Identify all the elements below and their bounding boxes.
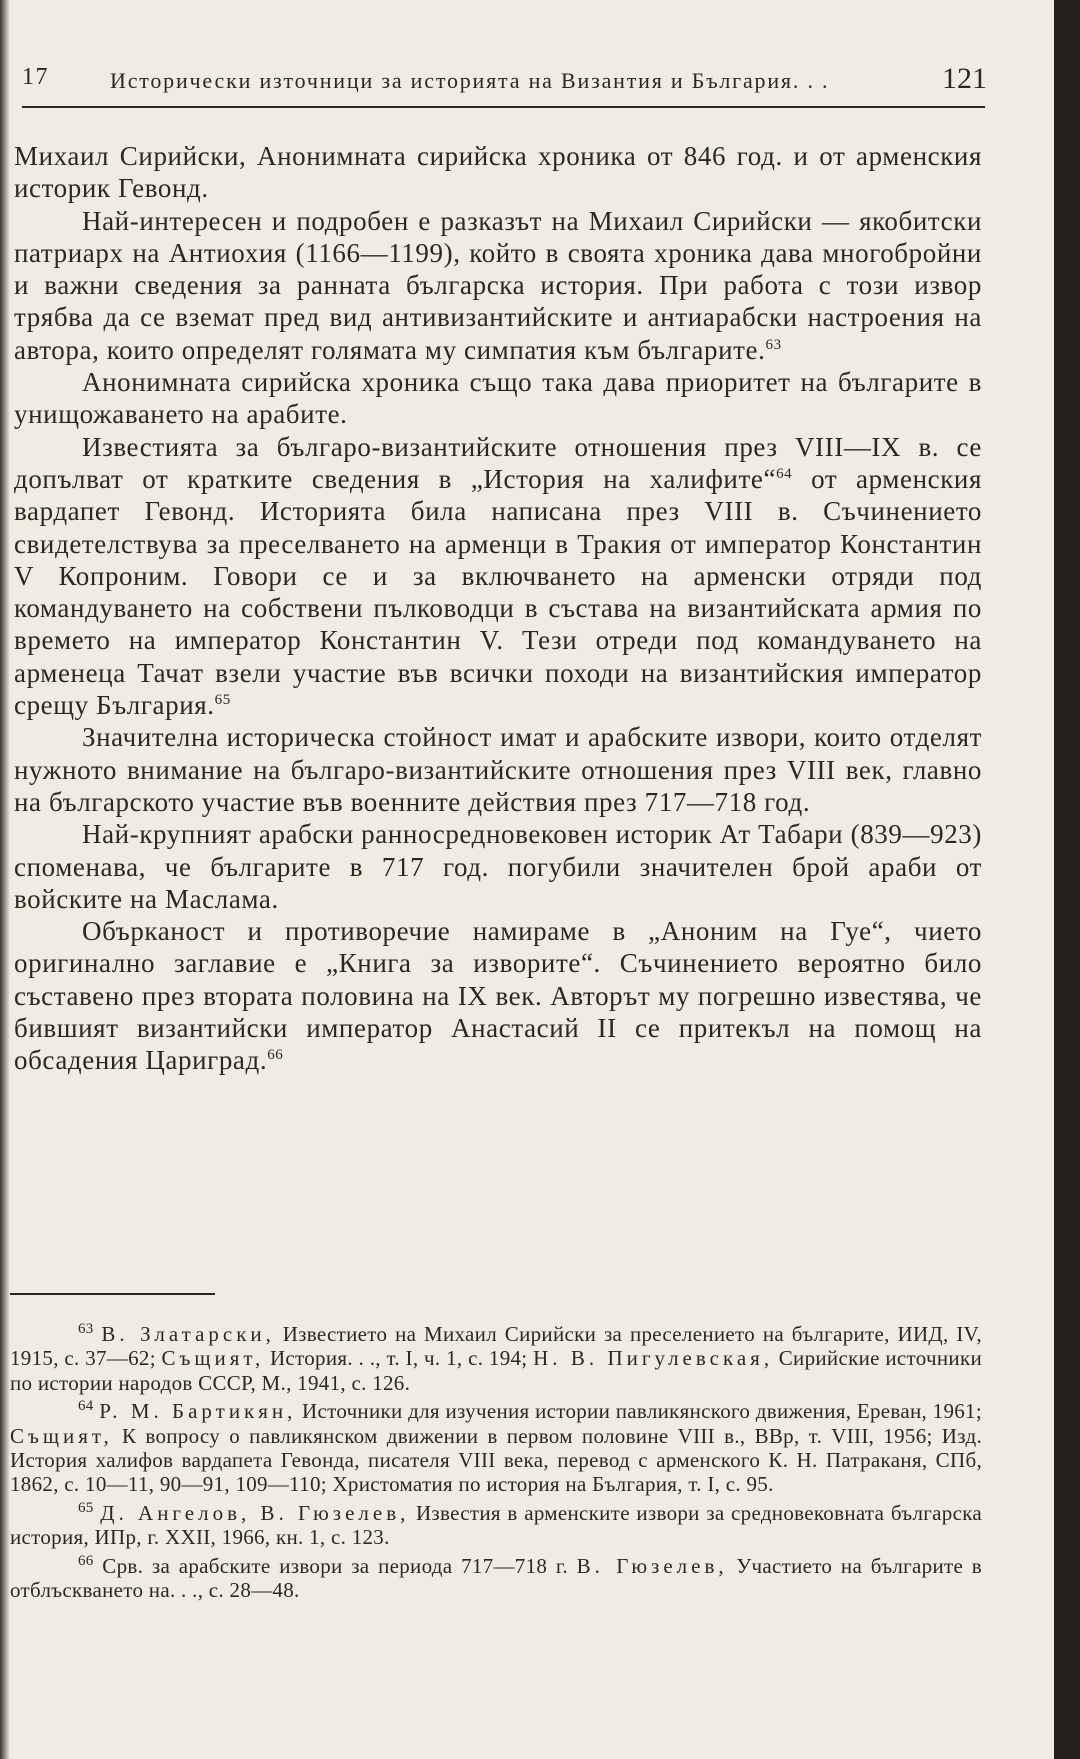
footnote-64: $^{64}$ Р. М. Бартикян, Источники для изучения истории павликянского движения, Ереван, 1961; Същият, К вопросу о павликянском движении в первом половине VIII в., ВВр, т. VIII, 1956; Изд. История халифов вардапета Гевонда, писателя VIII века, перевод с арменского К. Н. Патраканя, СПб, 1862, с. 10—11, 90—91, 109—110; Христоматия по история на България, т. I, с. 95. xyxy=(10,1398,982,1497)
footnote-separator xyxy=(10,1293,215,1295)
paragraph: Михаил Сирийски, Анонимната сирийска хроника от 846 год. и от арменския историк Гевонд. xyxy=(14,141,982,204)
footnote-ref[interactable]: 66 xyxy=(267,1047,284,1064)
footnotes xyxy=(10,1322,982,1606)
paragraph: Значителна историческа стойност имат и арабските извори, които отделят нужното внимание на българо-византийските отношения през VIII век, главно на българското участие във военните действия през 717—718 год. xyxy=(14,722,982,817)
scan-border xyxy=(1054,0,1080,1759)
page-gutter-shadow xyxy=(0,0,10,1759)
running-title: Исторически източници за историята на Византия и България. . . xyxy=(110,68,830,93)
footnote-65: $^{65}$ Д. Ангелов, В. Гюзелев, Известия в арменските извори за средновековната българска история, ИПр, г. XXII, 1966, кн. 1, с. 123. xyxy=(10,1499,983,1550)
paragraph: Най-крупният арабски ранносредновековен историк Ат Табари (839—923) споменава, че българите в 717 год. погубили значителен брой араби от войските на Маслама. xyxy=(14,819,982,914)
header-rule xyxy=(22,106,985,108)
main-text xyxy=(14,140,982,1077)
footnote-ref[interactable]: 65 xyxy=(214,692,231,709)
paragraph: Известията за българо-византийските отношения през VIII—IX в. се допълват от кратките сведения в „История на халифите“$^{64}$ от арменския вардапет Гевонд. Историята била написана през VIII в. Съчинението свидетелствува за преселването на арменци в Тракия от император Константин V Копроним. Говори се и за включването на арменски отряди под командуването на собствени пълководци в състава на византийската армия по времето на император Константин V. Тези отреди под командуването на арменеца Тачат взели участие във всички походи на византийския император срещу България.$^{65}$ xyxy=(14,431,982,721)
chapter-number: 17 xyxy=(22,64,49,90)
paragraph: Най-интересен и подробен е разказът на Михаил Сирийски — якобитски патриарх на Антиохия (1166—1199), който в своята хроника дава многобройни и важни сведения за ранната българска история. При работа с този извор трябва да се вземат пред вид антивизантийските и антиарабски настроения на автора, които определят голямата му симпатия към българите.$^{63}$ xyxy=(14,205,982,365)
paragraph: Обърканост и противоречие намираме в „Аноним на Гуе“, чието оригинално заглавие е „Книга за изворите“. Съчинението вероятно било съставено през втората половина на IX век. Авторът му погрешно известява, че бившият византийски император Анастасий II се притекъл на помощ на обсадения Цариград.$^{66}$ xyxy=(14,916,982,1076)
footnote-63: $^{63}$ В. Златарски, Известието на Михаил Сирийски за преселението на българите, ИИД, IV, 1915, с. 37—62; Същият, История. . ., т. I, ч. 1, с. 194; Н. В. Пигулевская, Сирийские источники по истории народов СССР, М., 1941, с. 126. xyxy=(10,1321,982,1395)
footnote-66: $^{66}$ Срв. за арабските извори за периода 717—718 г. В. Гюзелев, Участието на българите в отблъскването на. . ., с. 28—48. xyxy=(10,1552,983,1603)
paragraph: Анонимната сирийска хроника също така дава приоритет на българите в унищожаването на арабите. xyxy=(14,367,982,430)
page-number: 121 xyxy=(942,62,987,95)
footnote-ref[interactable]: 64 xyxy=(776,465,793,482)
footnote-ref[interactable]: 63 xyxy=(765,336,782,353)
running-header xyxy=(22,64,987,104)
